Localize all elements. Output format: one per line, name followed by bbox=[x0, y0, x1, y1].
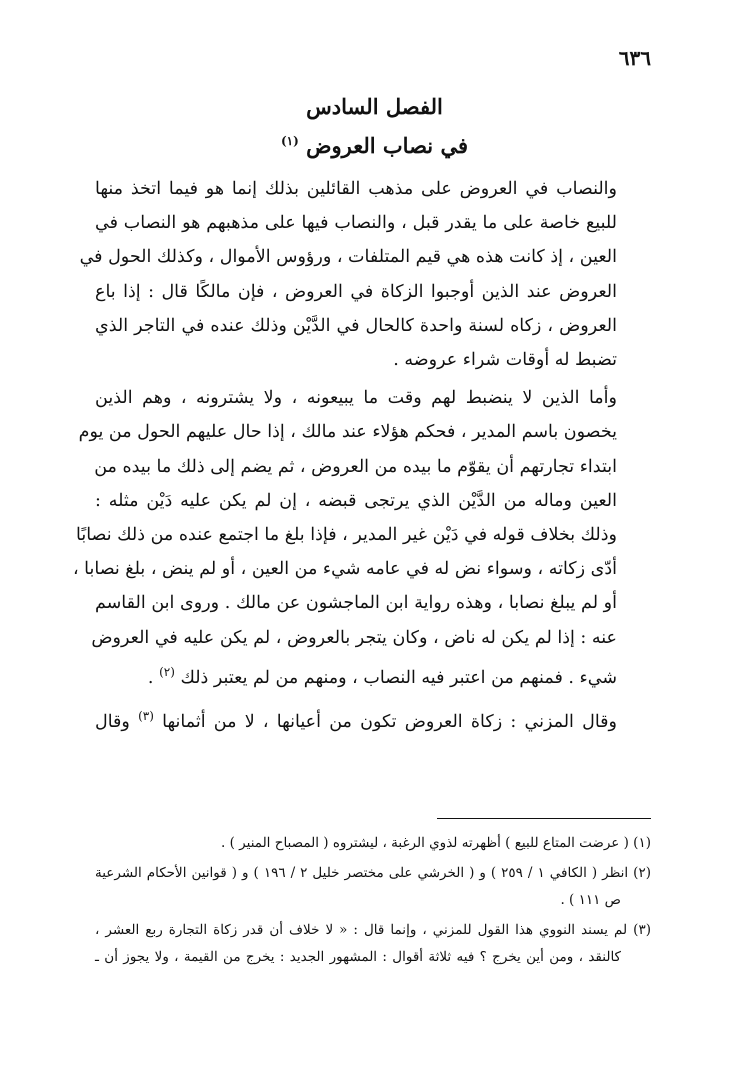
footnote bbox=[95, 830, 651, 858]
text-line-content: وقال المزني : زكاة العروض تكون من أعيانها ، لا من أثمانها bbox=[162, 711, 617, 732]
footnote bbox=[95, 860, 651, 915]
text-line bbox=[95, 699, 651, 739]
body-text bbox=[72, 172, 651, 739]
text-line bbox=[95, 655, 651, 695]
text-line: يخصون باسم المدير ، فحكم هؤلاء عند مالك ، إذا حال عليهم الحول من يوم bbox=[78, 422, 617, 443]
text-line: والنصاب في العروض على مذهب القائلين بذلك إنما هو فيما اتخذ منها bbox=[95, 179, 617, 199]
footnote bbox=[95, 917, 651, 972]
text-line-content: شيء . فمنهم من اعتبر فيه النصاب ، ومنهم من لم يعتبر ذلك bbox=[180, 667, 617, 688]
chapter-subtitle-text: في نصاب العروض bbox=[306, 133, 468, 158]
footnote-line: (٣) لم يسند النووي هذا القول للمزني ، وإنما قال : « لا خلاف أن قدر زكاة التجارة ربع العشر ، bbox=[95, 921, 651, 938]
footnote-line: كالنقد ، ومن أين يخرج ؟ فيه ثلاثة أقوال : المشهور الجديد : يخرج من القيمة ، ولا يجوز أن ـ bbox=[95, 949, 621, 965]
footnote-line: ص ١١١ ) . bbox=[560, 892, 621, 908]
text-line: تضبط له أوقات شراء عروضه . bbox=[393, 350, 617, 371]
text-line: أدّى زكاته ، وسواء نض له في عامه شيء من العين ، أو لم ينض ، بلغ نصابا ، bbox=[72, 559, 617, 580]
footnote-ref: (١) bbox=[280, 134, 299, 148]
chapter-title: الفصل السادس bbox=[306, 94, 443, 119]
text-line: العروض عند الذين أوجبوا الزكاة في العروض ، فإن مالكًا قال : إذا باع bbox=[95, 281, 617, 302]
text-line-tail: وقال bbox=[95, 711, 139, 732]
text-line: العين وماله من الدَّيْن الذي يرتجى قبضه ، إن لم يكن عليه دَيْن مثله : bbox=[95, 490, 617, 511]
footnote-ref: (٢) bbox=[159, 664, 175, 679]
footnote-ref: (٣) bbox=[138, 708, 154, 723]
text-line: عنه : إذا لم يكن له ناض ، وكان يتجر بالعروض ، لم يكن عليه في العروض bbox=[91, 627, 617, 648]
text-line: وذلك بخلاف قوله في دَيْن غير المدير ، فإذا بلغ ما اجتمع عنده من ذلك نصابًا bbox=[76, 525, 617, 546]
footnotes bbox=[95, 830, 651, 972]
text-line: للبيع خاصة على ما يقدر قبل ، والنصاب فيها على مذهبهم هو النصاب في bbox=[95, 213, 617, 234]
text-line: ابتداء تجارتهم أن يقوّم ما بيده من العروض ، ثم يضم إلى ذلك ما بيده من bbox=[94, 456, 617, 477]
text-line-tail: . bbox=[147, 667, 160, 688]
text-line: العروض ، زكاه لسنة واحدة كالحال في الدَّيْن وذلك عنده في التاجر الذي bbox=[95, 315, 617, 336]
footnote-divider bbox=[437, 818, 651, 819]
text-line: وأما الذين لا ينضبط لهم وقت ما يبيعونه ، ولا يشترونه ، وهم الذين bbox=[95, 388, 617, 409]
text-line: العين ، إذ كانت هذه هي قيم المتلفات ، ورؤوس الأموال ، وكذلك الحول في bbox=[79, 247, 617, 268]
paragraph bbox=[95, 699, 651, 739]
footnote-line: (٢) انظر ( الكافي ١ / ٢٥٩ ) و ( الخرشي على مختصر خليل ٢ / ١٩٦ ) و ( قوانين الأحكام الشرعية bbox=[95, 864, 651, 881]
page-number: ٦٣٦ bbox=[618, 46, 651, 70]
chapter-subtitle bbox=[0, 133, 749, 158]
text-line: أو لم يبلغ نصابا ، وهذه رواية ابن الماجشون عن مالك . وروى ابن القاسم bbox=[95, 593, 617, 614]
paragraph bbox=[72, 381, 651, 695]
footnote-line: (١) ( عرضت المتاع للبيع ) أظهرته لذوي الرغبة ، ليشتروه ( المصباح المنير ) . bbox=[221, 835, 651, 851]
paragraph bbox=[79, 172, 651, 377]
